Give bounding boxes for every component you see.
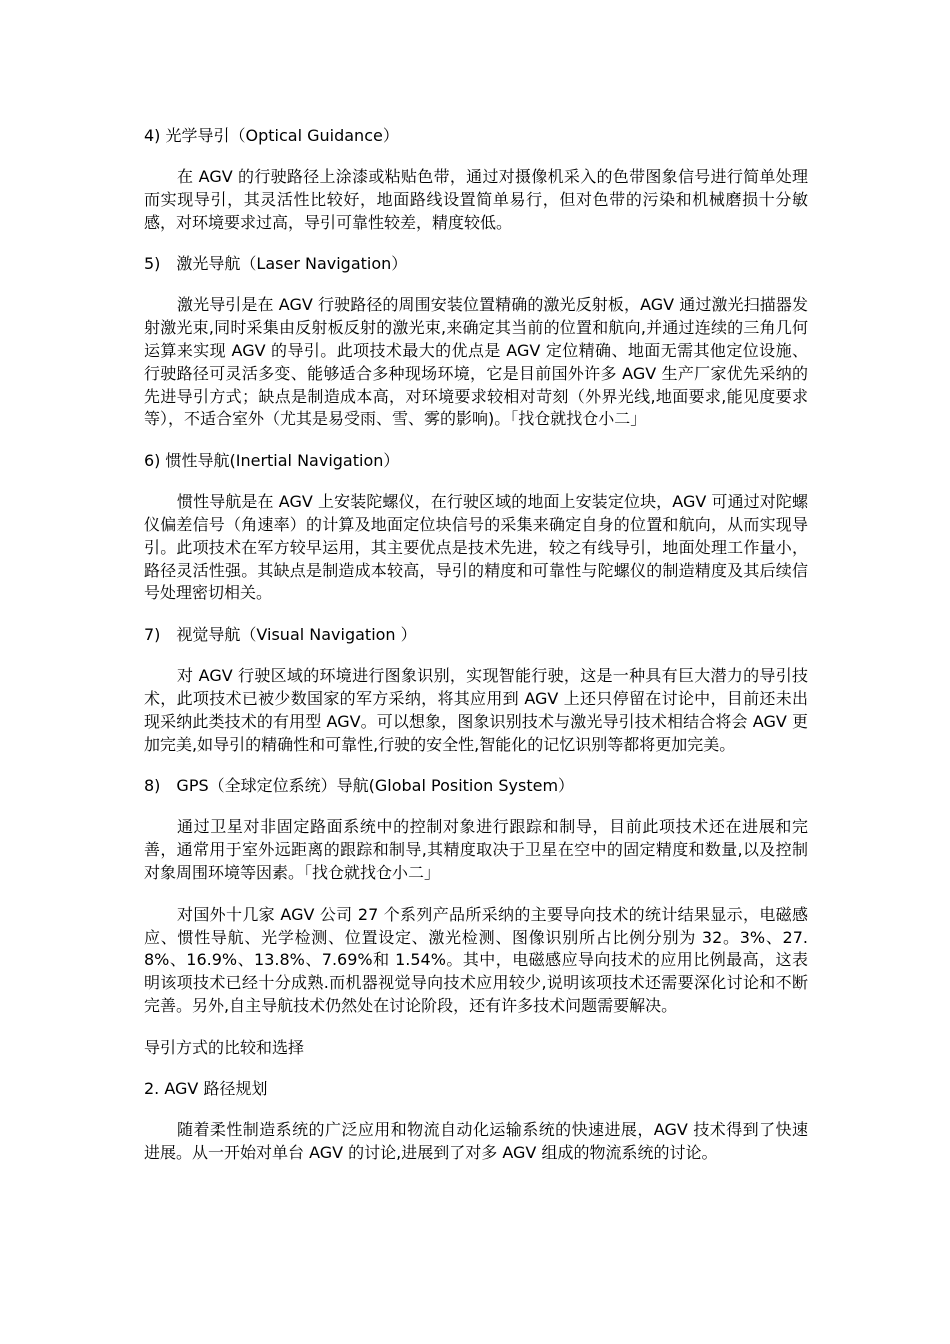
paragraph-gps-navigation: 通过卫星对非固定路面系统中的控制对象进行跟踪和制导，目前此项技术还在进展和完善，通常用于室外远距离的跟踪和制导,其精度取决于卫星在空中的固定精度和数量,以及控制对象周围环境等因素。「找仓就找仓小二」 bbox=[144, 817, 808, 882]
paragraph-visual-navigation: 对 AGV 行驶区域的环境进行图象识别，实现智能行驶，这是一种具有巨大潜力的导引技术，此项技术已被少数国家的军方采纳，将其应用到 AGV 上还只停留在讨论中，目前还未出现采纳此类技术的有用型 AGV。可以想象，图象识别技术与激光导引技术相结合将会 AGV 更加完美,如导引的精确性和可靠性,行驶的安全性,智能化的记忆识别等都将更加完美。 bbox=[144, 666, 808, 754]
section-heading-optical-guidance: 4) 光学导引（Optical Guidance） bbox=[144, 126, 399, 145]
paragraph-statistics: 对国外十几家 AGV 公司 27 个系列产品所采纳的主要导向技术的统计结果显示，电磁感应、惯性导航、光学检测、位置设定、激光检测、图像识别所占比例分别为 32。3%、27.8%、16.9%、13.8%、7.69%和 1.54%。其中，电磁感应导向技术的应用比例最高，这表明该项技术已经十分成熟.而机器视觉导向技术应用较少,说明该项技术还需要深化讨论和不断完善。另外,自主导航技术仍然处在讨论阶段，还有许多技术问题需要解决。 bbox=[144, 904, 808, 1015]
section-heading-path-planning: 2. AGV 路径规划 bbox=[144, 1078, 268, 1098]
paragraph-laser-navigation: 激光导引是在 AGV 行驶路径的周围安装位置精确的激光反射板，AGV 通过激光扫描器发射激光束,同时采集由反射板反射的激光束,来确定其当前的位置和航向,并通过连续的三角几何运算来实现 AGV 的导引。此项技术最大的优点是 AGV 定位精确、地面无需其他定位设施、行驶路径可灵活多变、能够适合多种现场环境，它是目前国外许多 AGV 生产厂家优先采纳的先进导引方式；缺点是制造成本高，对环境要求较相对苛刻（外界光线,地面要求,能见度要求等），不适合室外（尤其是易受雨、雪、雾的影响)。「找仓就找仓小二」 bbox=[144, 295, 808, 429]
paragraph-optical-guidance: 在 AGV 的行驶路径上涂漆或粘贴色带，通过对摄像机采入的色带图象信号进行简单处理而实现导引，其灵活性比较好，地面路线设置简单易行，但对色带的污染和机械磨损十分敏感，对环境要求过高，导引可靠性较差，精度较低。 bbox=[144, 167, 808, 232]
paragraph-inertial-navigation: 惯性导航是在 AGV 上安装陀螺仪，在行驶区域的地面上安装定位块，AGV 可通过对陀螺仪偏差信号（角速率）的计算及地面定位块信号的采集来确定自身的位置和航向，从而实现导引。此项技术在军方较早运用，其主要优点是技术先进，较之有线导引，地面处理工作量小，路径灵活性强。其缺点是制造成本较高，导引的精度和可靠性与陀螺仪的制造精度及其后续信号处理密切相关。 bbox=[144, 492, 808, 603]
document-page bbox=[144, 125, 808, 1183]
section-heading-comparison: 导引方式的比较和选择 bbox=[144, 1037, 305, 1057]
section-heading-gps-navigation: 8) GPS（全球定位系统）导航(Global Position System） bbox=[144, 776, 575, 796]
section-heading-inertial-navigation: 6) 惯性导航(Inertial Navigation） bbox=[144, 451, 400, 471]
section-heading-visual-navigation: 7) 视觉导航（Visual Navigation ） bbox=[144, 625, 417, 645]
section-heading-laser-navigation: 5) 激光导航（Laser Navigation） bbox=[144, 254, 408, 274]
paragraph-path-planning: 随着柔性制造系统的广泛应用和物流自动化运输系统的快速进展，AGV 技术得到了快速进展。从一开始对单台 AGV 的讨论,进展到了对多 AGV 组成的物流系统的讨论。 bbox=[144, 1119, 808, 1162]
